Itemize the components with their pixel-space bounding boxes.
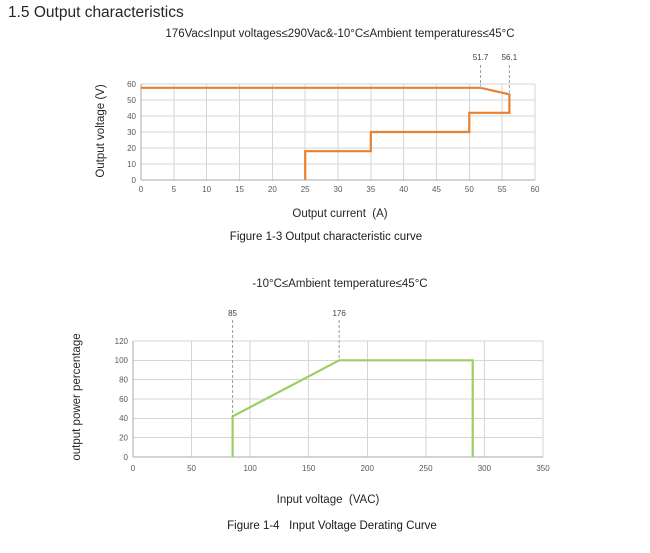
x-tick-label: 50: [187, 464, 197, 473]
chart1-x-axis-label: Output current (A): [292, 208, 388, 220]
y-tick-label: 80: [119, 375, 128, 385]
chart2-title: -10°C≤Ambient temperature≤45°C: [252, 278, 428, 290]
x-tick-label: 30: [333, 185, 343, 194]
x-tick-label: 100: [243, 464, 257, 473]
x-tick-label: 45: [432, 185, 441, 194]
y-tick-label: 0: [123, 452, 128, 462]
y-tick-label: 20: [127, 143, 136, 153]
chart1-plot-area: [95, 50, 560, 200]
y-tick-label: 20: [119, 433, 128, 443]
y-tick-label: 40: [119, 414, 128, 424]
x-tick-label: 35: [366, 185, 376, 194]
y-tick-label: 40: [127, 111, 136, 121]
x-tick-label: 0: [138, 185, 144, 194]
annotation-label: 85: [228, 309, 238, 318]
chart1-y-axis-label: Output voltage (V): [95, 84, 107, 178]
x-tick-label: 10: [202, 185, 212, 194]
y-tick-label: 60: [127, 79, 136, 89]
x-tick-label: 60: [530, 185, 540, 194]
x-tick-label: 0: [130, 464, 136, 473]
annotation-label: 51.7: [472, 53, 489, 62]
y-tick-label: 0: [131, 175, 136, 185]
y-tick-label: 60: [119, 394, 128, 404]
x-tick-label: 50: [464, 185, 474, 194]
section-heading: 1.5 Output characteristics: [8, 4, 184, 21]
x-tick-label: 25: [300, 185, 310, 194]
x-tick-label: 150: [302, 464, 316, 473]
x-tick-label: 350: [536, 464, 550, 473]
x-tick-label: 5: [171, 185, 177, 194]
grid: [133, 341, 543, 457]
x-tick-label: 40: [399, 185, 409, 194]
annotation-label: 56.1: [501, 53, 518, 62]
chart2-x-axis-label: Input voltage (VAC): [276, 494, 380, 506]
chart2-caption: Figure 1-4 Input Voltage Derating Curve: [227, 520, 437, 532]
series-line: [141, 88, 509, 180]
x-tick-label: 20: [267, 185, 277, 194]
x-tick-label: 55: [497, 185, 507, 194]
y-tick-label: 100: [114, 356, 128, 366]
chart1-caption: Figure 1-3 Output characteristic curve: [229, 231, 423, 243]
x-tick-label: 250: [419, 464, 433, 473]
y-tick-label: 120: [114, 336, 128, 346]
x-tick-label: 300: [477, 464, 492, 473]
grid: [141, 84, 535, 180]
x-tick-label: 200: [360, 464, 374, 473]
chart1-title: 176Vac≤Input voltages≤290Vac&-10°C≤Ambient temperatures≤45°C: [165, 28, 515, 40]
y-tick-label: 30: [127, 127, 136, 137]
y-tick-label: 50: [127, 95, 136, 105]
y-tick-label: 10: [127, 159, 136, 169]
chart2-plot-area: [100, 303, 560, 479]
annotation-label: 176: [332, 309, 346, 318]
x-tick-label: 15: [235, 185, 244, 194]
chart2-y-axis-label: output power percentage: [71, 333, 83, 461]
series-line: [233, 360, 473, 457]
